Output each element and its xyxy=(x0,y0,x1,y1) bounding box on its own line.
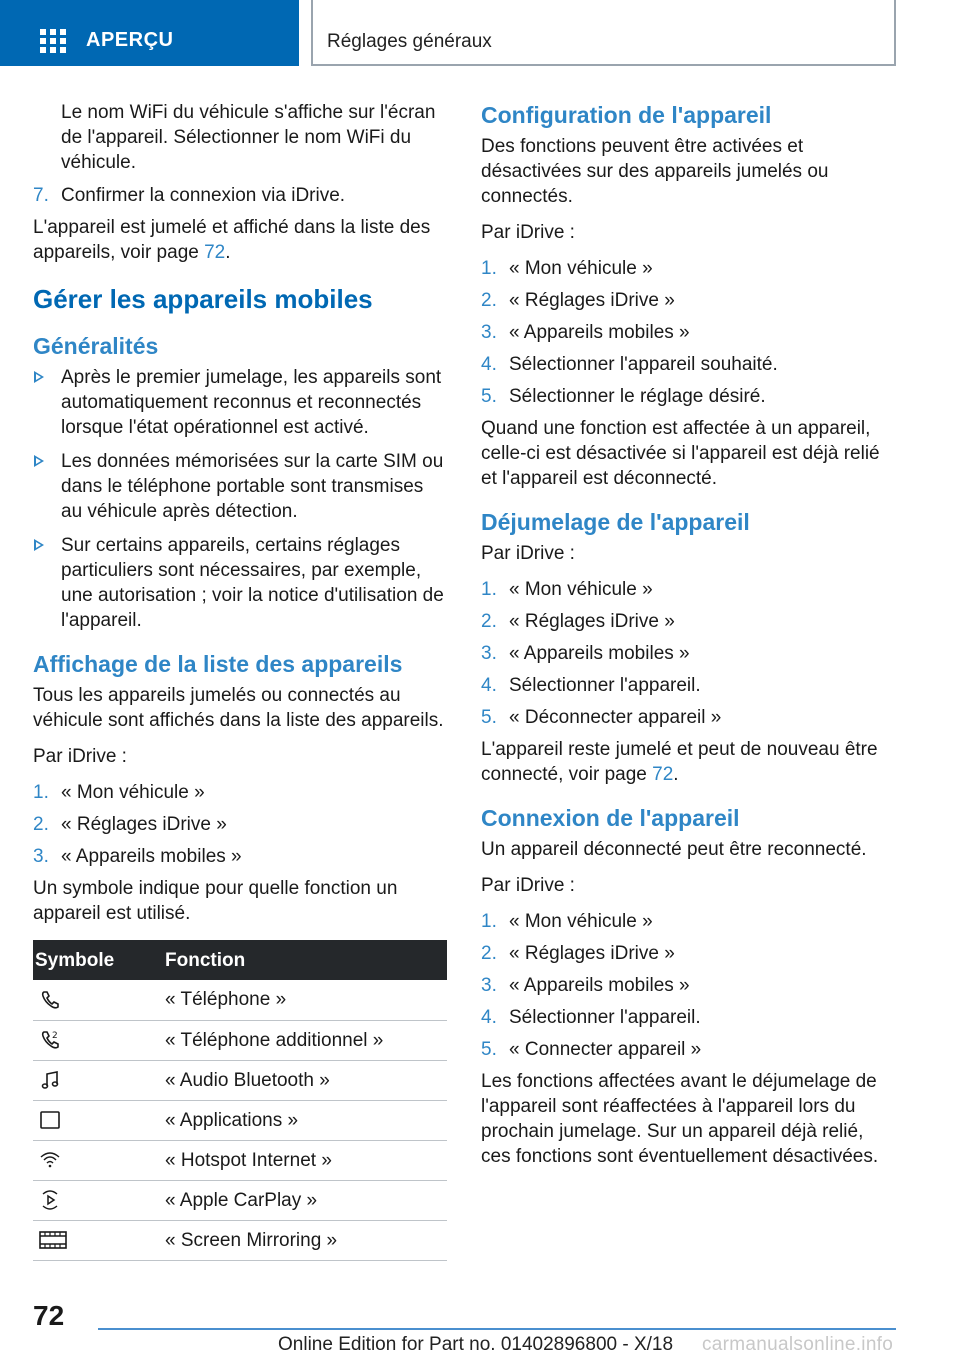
watermark-text: carmanualsonline.info xyxy=(702,1334,894,1355)
music-note-icon xyxy=(39,1069,61,1091)
connect-steps xyxy=(481,909,895,1062)
step-text: « Mon véhicule » xyxy=(509,579,653,600)
config-steps xyxy=(481,256,895,409)
bullet-text: Après le premier jumelage, les appareils sont automatiquement reconnus et reconnectés lorsque l'état opérationnel est activé. xyxy=(61,367,442,438)
list-item xyxy=(481,673,895,698)
step-text: Confirmer la connexion via iDrive. xyxy=(61,185,346,206)
step-number: 3. xyxy=(481,643,497,664)
device-list-paragraph: Tous les appareils jumelés ou connectés au véhicule sont affichés dans la liste des appareils. xyxy=(33,685,444,731)
step-number: 3. xyxy=(481,975,497,996)
step-text: Sélectionner l'appareil souhaité. xyxy=(509,354,778,375)
step-text: Sélectionner l'appareil. xyxy=(509,1007,701,1028)
step-text: « Connecter appareil » xyxy=(509,1039,702,1060)
step-text: « Réglages iDrive » xyxy=(509,611,675,632)
wifi-icon xyxy=(39,1149,61,1171)
function-cell: « Audio Bluetooth » xyxy=(163,1060,447,1100)
config-after-paragraph: Quand une fonction est affectée à un appareil, celle-ci est désactivée si l'appareil est déjà relié et l'appareil est déconnecté. xyxy=(481,418,880,489)
step-text: Sélectionner le réglage désiré. xyxy=(509,386,766,407)
step-text: « Mon véhicule » xyxy=(509,258,653,279)
step-number: 3. xyxy=(481,322,497,343)
screen-mirroring-icon xyxy=(39,1229,67,1251)
function-cell: « Apple CarPlay » xyxy=(163,1180,447,1220)
list-item xyxy=(481,1037,895,1062)
step-text: « Mon véhicule » xyxy=(61,782,205,803)
step-text: « Déconnecter appareil » xyxy=(509,707,722,728)
unpair-steps xyxy=(481,577,895,730)
list-item xyxy=(481,641,895,666)
config-paragraph: Des fonctions peuvent être activées et désactivées sur des appareils jumelés ou connectés. xyxy=(481,136,829,207)
step-number: 2. xyxy=(481,943,497,964)
paired-text: L'appareil est jumelé et affiché dans la liste des appareils, voir page xyxy=(33,217,431,263)
overview-tab[interactable] xyxy=(0,0,299,66)
subheading-unpair: Déjumelage de l'appareil xyxy=(481,509,750,535)
step-number: 4. xyxy=(481,675,497,696)
list-item xyxy=(481,909,895,934)
step-text: « Réglages iDrive » xyxy=(61,814,227,835)
step-number: 4. xyxy=(481,354,497,375)
step-text: « Appareils mobiles » xyxy=(61,846,242,867)
list-item xyxy=(481,1005,895,1030)
subheading-connect: Connexion de l'appareil xyxy=(481,805,740,831)
play-circle-icon xyxy=(39,1189,61,1211)
column-header-symbol: Symbole xyxy=(33,940,163,980)
step-text: Sélectionner l'appareil. xyxy=(509,675,701,696)
step-text: « Mon véhicule » xyxy=(509,911,653,932)
list-item xyxy=(33,844,447,869)
step-number: 2. xyxy=(481,290,497,311)
list-item xyxy=(33,533,447,633)
table-row xyxy=(33,1220,447,1260)
symbol-paragraph: Un symbole indique pour quelle fonction un appareil est utilisé. xyxy=(33,878,398,924)
list-item xyxy=(481,577,895,602)
step-number: 5. xyxy=(481,1039,497,1060)
symbol-table xyxy=(33,940,447,1261)
function-cell: « Applications » xyxy=(163,1100,447,1140)
via-idrive-label: Par iDrive : xyxy=(481,222,575,243)
step-number: 1. xyxy=(33,782,49,803)
left-column xyxy=(33,100,447,1261)
list-item xyxy=(33,449,447,524)
additional-phone-icon xyxy=(39,1029,61,1051)
list-item xyxy=(33,780,447,805)
overview-tab-label: APERÇU xyxy=(86,29,174,51)
device-list-steps xyxy=(33,780,447,869)
step-number: 5. xyxy=(481,386,497,407)
step-number: 5. xyxy=(481,707,497,728)
step-text: « Réglages iDrive » xyxy=(509,290,675,311)
function-cell: « Téléphone additionnel » xyxy=(163,1020,447,1060)
svg-text:2: 2 xyxy=(52,1031,58,1042)
function-cell: « Téléphone » xyxy=(163,980,447,1020)
function-cell: « Screen Mirroring » xyxy=(163,1220,447,1260)
triangle-bullet-icon xyxy=(34,371,44,383)
via-idrive-label: Par iDrive : xyxy=(481,543,575,564)
function-cell: « Hotspot Internet » xyxy=(163,1140,447,1180)
unpair-after-paragraph: L'appareil reste jumelé et peut de nouveau être connecté, voir page 72. xyxy=(481,739,878,785)
table-row xyxy=(33,1140,447,1180)
list-item xyxy=(481,288,895,313)
connect-after-paragraph: Les fonctions affectées avant le déjumelage de l'appareil sont réaffectées à l'appareil lors du prochain jumelage. Sur un appareil déjà relié, ces fonctions sont éventuellement désactivées. xyxy=(481,1071,879,1167)
step-list-continued xyxy=(33,183,447,208)
chapter-header xyxy=(311,0,896,66)
step-text: « Réglages iDrive » xyxy=(509,943,675,964)
general-bullet-list xyxy=(33,365,447,633)
list-item xyxy=(481,352,895,377)
list-item xyxy=(481,384,895,409)
via-idrive-label: Par iDrive : xyxy=(33,746,127,767)
triangle-bullet-icon xyxy=(34,539,44,551)
list-item xyxy=(481,609,895,634)
page-reference-link[interactable]: 72 xyxy=(652,764,674,785)
via-idrive-label: Par iDrive : xyxy=(481,875,575,896)
section-heading-manage: Gérer les appareils mobiles xyxy=(33,284,373,314)
unpair-after-text: L'appareil reste jumelé et peut de nouveau être connecté, voir page xyxy=(481,739,878,785)
table-header-row xyxy=(33,940,447,980)
column-header-function: Fonction xyxy=(163,940,447,980)
list-item xyxy=(481,705,895,730)
step-number: 2. xyxy=(481,611,497,632)
list-item xyxy=(33,812,447,837)
footer-divider xyxy=(98,1328,896,1330)
phone-icon xyxy=(39,989,61,1011)
list-item xyxy=(481,256,895,281)
page-reference-link[interactable]: 72 xyxy=(204,242,226,263)
connect-paragraph: Un appareil déconnecté peut être reconnecté. xyxy=(481,839,867,860)
step-number: 3. xyxy=(33,846,49,867)
step-number: 4. xyxy=(481,1007,497,1028)
table-row xyxy=(33,1180,447,1220)
step-text: « Appareils mobiles » xyxy=(509,322,690,343)
step-text: « Appareils mobiles » xyxy=(509,643,690,664)
subheading-general: Généralités xyxy=(33,333,159,359)
square-icon xyxy=(39,1109,61,1131)
step-text: « Appareils mobiles » xyxy=(509,975,690,996)
triangle-bullet-icon xyxy=(34,455,44,467)
table-row xyxy=(33,1100,447,1140)
step-number: 1. xyxy=(481,258,497,279)
table-row xyxy=(33,1020,447,1060)
list-item xyxy=(481,320,895,345)
bullet-text: Sur certains appareils, certains réglages particuliers sont nécessaires, par exemple, une autorisation ; voir la notice d'utilisation de l'appareil. xyxy=(61,535,444,631)
step-number: 1. xyxy=(481,911,497,932)
intro-paragraph: Le nom WiFi du véhicule s'affiche sur l'écran de l'appareil. Sélectionner le nom WiFi du véhicule. xyxy=(61,102,436,173)
list-item xyxy=(481,973,895,998)
edition-text: Online Edition for Part no. 01402896800 - X/18 xyxy=(278,1334,674,1355)
right-column xyxy=(481,100,895,1180)
bullet-text: Les données mémorisées sur la carte SIM ou dans le téléphone portable sont transmises au véhicule après détection. xyxy=(61,451,444,522)
list-item xyxy=(33,365,447,440)
paired-paragraph: L'appareil est jumelé et affiché dans la liste des appareils, voir page 72. xyxy=(33,217,431,263)
subheading-configuration: Configuration de l'appareil xyxy=(481,102,772,128)
list-item xyxy=(481,941,895,966)
page-number: 72 xyxy=(33,1300,65,1331)
table-row xyxy=(33,1060,447,1100)
subheading-device-list: Affichage de la liste des appareils xyxy=(33,651,403,677)
table-row xyxy=(33,980,447,1020)
grid-icon xyxy=(40,29,66,53)
step-number: 7. xyxy=(33,185,49,206)
step-number: 2. xyxy=(33,814,49,835)
step-number: 1. xyxy=(481,579,497,600)
list-item xyxy=(33,183,447,208)
chapter-title: Réglages généraux xyxy=(327,31,492,52)
